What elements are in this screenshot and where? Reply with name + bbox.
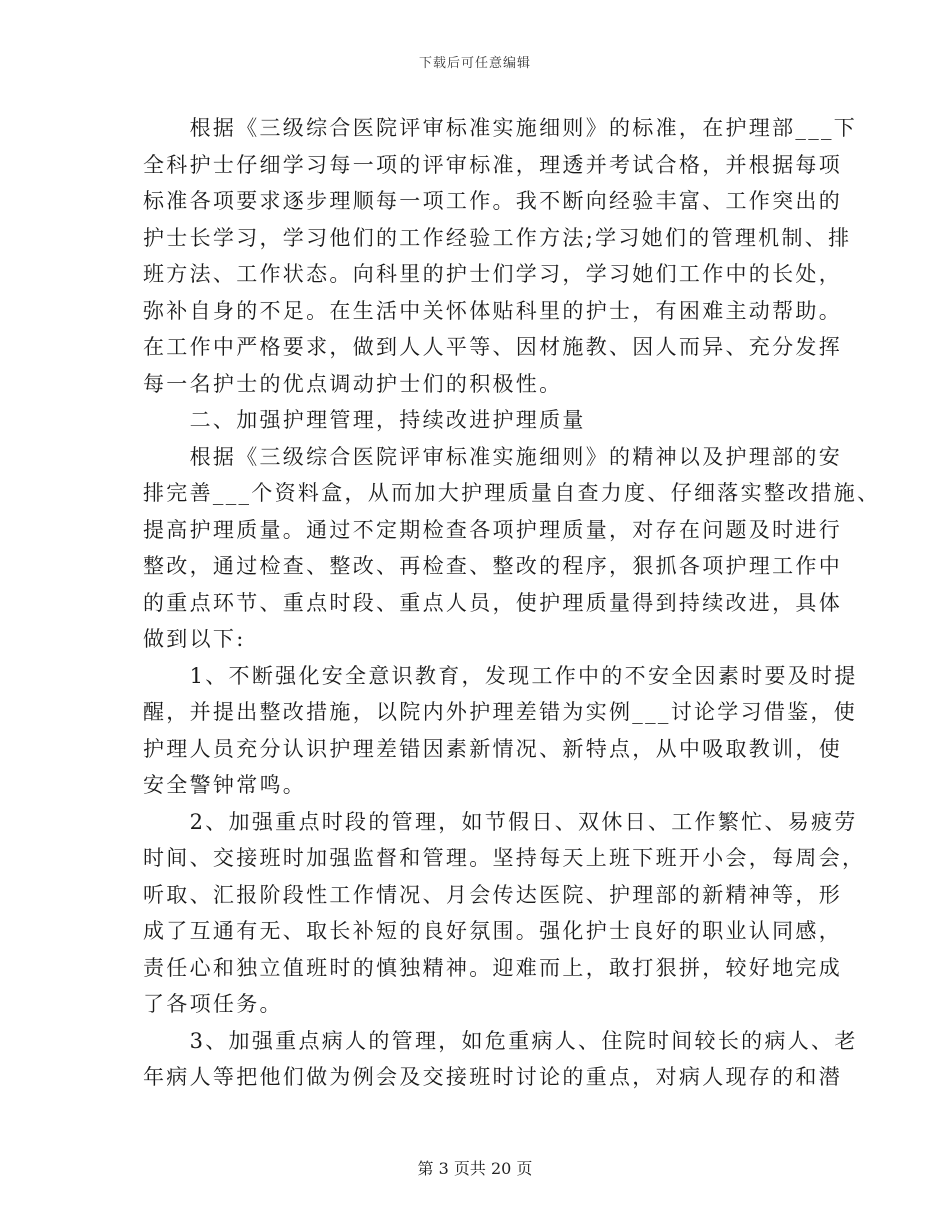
text-line: 护士长学习，学习他们的工作经验工作方法;学习她们的管理机制、排 <box>143 225 852 250</box>
text-line: 护理人员充分认识护理差错因素新情况、新特点，从中吸取教训，使 <box>143 736 842 761</box>
text-line: 做到以下: <box>143 627 246 651</box>
text-line: 在工作中严格要求，做到人人平等、因材施教、因人而异、充分发挥 <box>143 335 842 359</box>
text-line: 年病人等把他们做为例会及交接班时讨论的重点，对病人现存的和潜 <box>143 1065 842 1089</box>
text-line: 安全警钟常鸣。 <box>143 773 307 797</box>
text-line: 整改，通过检查、整改、再检查、整改的程序，狠抓各项护理工作中 <box>143 554 842 578</box>
text-line: 全科护士仔细学习每一项的评审标准，理透并考试合格，并根据每项 <box>143 152 842 177</box>
page-header: 下载后可任意编辑 <box>418 56 531 71</box>
text-line: 责任心和独立值班时的慎独精神。迎难而上，敢打狠拼，较好地完成 <box>143 955 842 980</box>
text-line: 提高护理质量。通过不定期检查各项护理质量，对存在问题及时进行 <box>143 517 842 542</box>
page-number-footer: 第 3 页共 20 页 <box>417 1159 533 1178</box>
text-line: 成了互通有无、取长补短的良好氛围。强化护士良好的职业认同感， <box>143 919 842 943</box>
text-line: 了各项任务。 <box>143 992 283 1016</box>
text-line: 时间、交接班时加强监督和管理。坚持每天上班下班开小会，每周会， <box>143 846 866 870</box>
section-heading: 二、加强护理管理，持续改进护理质量 <box>143 408 586 432</box>
text-line: 排完善___个资料盒，从而加大护理质量自查力度、仔细落实整改措施、 <box>143 481 881 505</box>
text-line: 听取、汇报阶段性工作情况、月会传达医院、护理部的新精神等，形 <box>143 882 842 907</box>
text-line: 根据《三级综合医院评审标准实施细则》的标准，在护理部___下 <box>143 116 858 140</box>
text-line: 根据《三级综合医院评审标准实施细则》的精神以及护理部的安 <box>143 444 842 469</box>
text-line: 标准各项要求逐步理顺每一项工作。我不断向经验丰富、工作突出的 <box>143 189 842 213</box>
text-line: 3、加强重点病人的管理，如危重病人、住院时间较长的病人、老 <box>143 1028 858 1053</box>
text-line: 每一名护士的优点调动护士们的积极性。 <box>143 371 563 396</box>
text-line: 1、不断强化安全意识教育，发现工作中的不安全因素时要及时提 <box>143 663 858 688</box>
text-line: 班方法、工作状态。向科里的护士们学习，学习她们工作中的长处， <box>143 262 842 286</box>
text-line: 的重点环节、重点时段、重点人员，使护理质量得到持续改进，具体 <box>143 590 842 615</box>
text-line: 2、加强重点时段的管理，如节假日、双休日、工作繁忙、易疲劳 <box>143 809 858 834</box>
text-line: 弥补自身的不足。在生活中关怀体贴科里的护士，有困难主动帮助。 <box>143 298 842 323</box>
text-line: 醒，并提出整改措施，以院内外护理差错为实例___讨论学习借鉴，使 <box>143 700 858 724</box>
document-body <box>143 110 881 1096</box>
